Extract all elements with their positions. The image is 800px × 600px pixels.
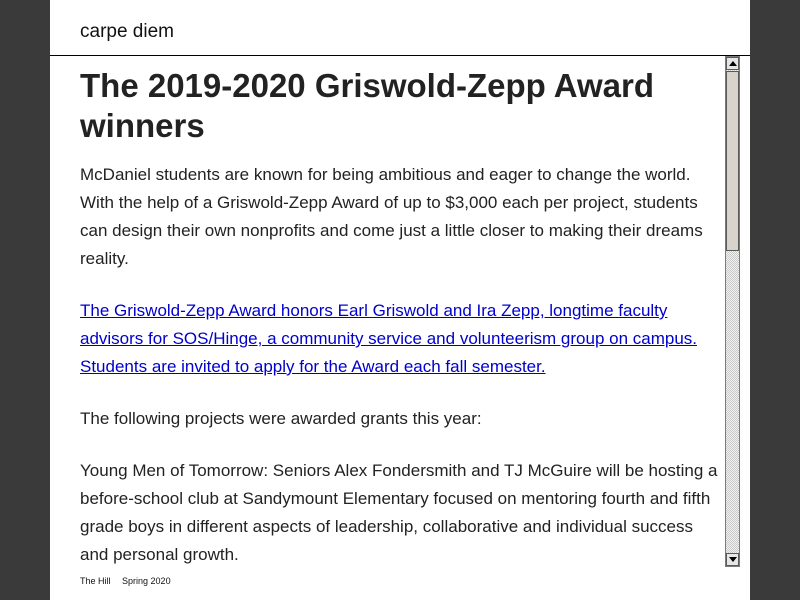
vertical-scrollbar[interactable] <box>725 56 740 567</box>
reader-page <box>50 0 750 600</box>
scroll-down-button[interactable] <box>726 553 739 566</box>
footer-issue: Spring 2020 <box>122 576 171 586</box>
site-title: carpe diem <box>80 21 174 42</box>
project-paragraph: Young Men of Tomorrow: Seniors Alex Fondersmith and TJ McGuire will be hosting a before-school club at Sandymount Elementary focused on mentoring fourth and fifth grade boys in different aspects of leadership, collaborative and individual success and personal growth. <box>80 461 718 564</box>
intro-paragraph: McDaniel students are known for being ambitious and eager to change the world. With the help of a Griswold-Zepp Award of up to $3,000 each per project, students can design their own nonprofits and come just a little closer to making their dreams reality. <box>80 165 703 268</box>
article-content <box>80 66 720 566</box>
projects-intro-paragraph: The following projects were awarded grants this year: <box>80 409 482 428</box>
scroll-thumb[interactable] <box>726 71 739 251</box>
award-info-paragraph <box>80 297 720 381</box>
article-title: The 2019-2020 Griswold-Zepp Award winners <box>80 67 655 144</box>
footer-publication: The Hill <box>80 576 111 586</box>
award-info-link[interactable]: The Griswold-Zepp Award honors Earl Griswold and Ira Zepp, longtime faculty advisors for SOS/Hinge, a community service and volunteerism group on campus. Students are invited to apply for the Award each fall semester. <box>80 301 697 376</box>
arrow-up-icon <box>729 61 737 66</box>
header-bar <box>50 0 750 56</box>
footer <box>80 576 180 587</box>
scroll-up-button[interactable] <box>726 57 739 70</box>
arrow-down-icon <box>729 557 737 562</box>
